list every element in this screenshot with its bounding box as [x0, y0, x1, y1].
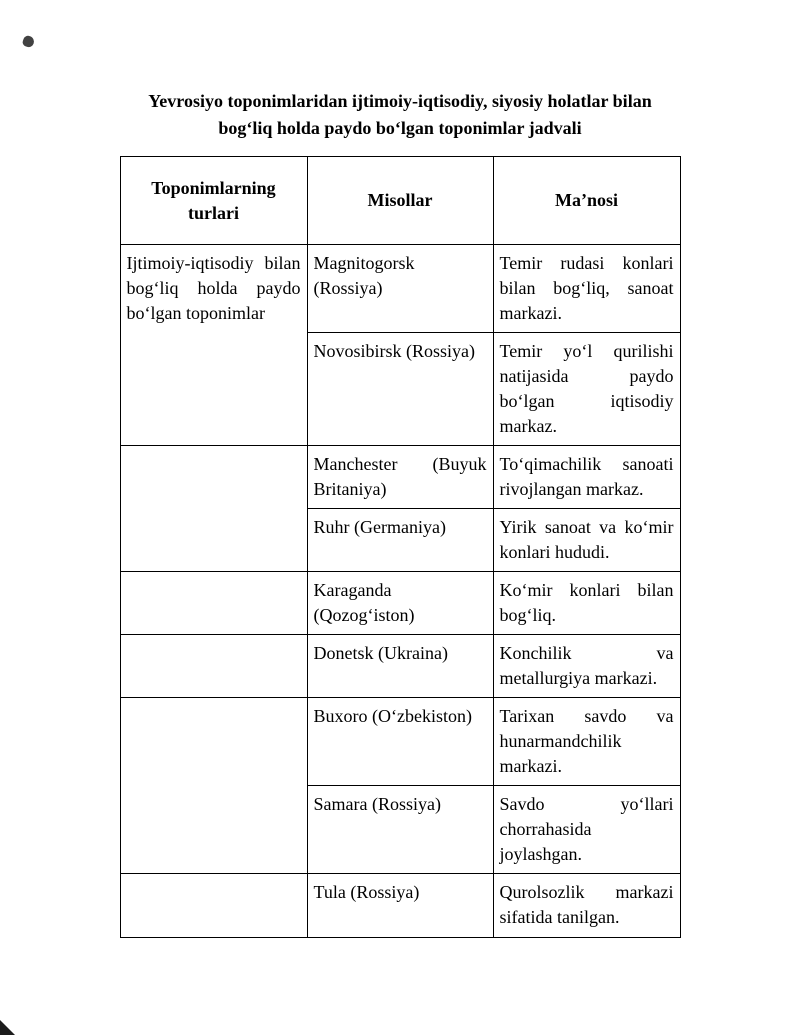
empty-category-cell	[120, 572, 307, 635]
document-title: Yevrosiyo toponimlaridan ijtimoiy-iqtisodiy, siyosiy holatlar bilan bog‘liq holda paydo bo‘lgan toponimlar jadvali	[148, 91, 652, 138]
header-meaning: Ma’nosi	[493, 157, 680, 245]
meaning-cell-tula: Qurolsozlik markazi sifatida tanilgan.	[493, 874, 680, 938]
header-examples: Misollar	[307, 157, 493, 245]
table-row	[120, 698, 680, 786]
example-cell-tula: Tula (Rossiya)	[307, 874, 493, 938]
toponyms-table	[120, 156, 681, 938]
example-cell-novosibirsk: Novosibirsk (Rossiya)	[307, 333, 493, 446]
meaning-cell-samara: Savdo yo‘llari chorrahasida joylashgan.	[493, 786, 680, 874]
meaning-cell-karaganda: Ko‘mir konlari bilan bog‘liq.	[493, 572, 680, 635]
meaning-cell-magnitogorsk: Temir rudasi konlari bilan bog‘liq, sanoat markazi.	[493, 245, 680, 333]
meaning-cell-manchester: To‘qimachilik sanoati rivojlangan markaz.	[493, 446, 680, 509]
empty-category-cell	[120, 446, 307, 572]
meaning-cell-ruhr: Yirik sanoat va ko‘mir konlari hududi.	[493, 509, 680, 572]
example-cell-buxoro: Buxoro (O‘zbekiston)	[307, 698, 493, 786]
table-row	[120, 635, 680, 698]
category-cell: Ijtimoiy-iqtisodiy bilan bog‘liq holda paydo bo‘lgan toponimlar	[120, 245, 307, 446]
empty-category-cell	[120, 874, 307, 938]
scan-artifact-corner	[0, 1020, 15, 1035]
example-cell-ruhr: Ruhr (Germaniya)	[307, 509, 493, 572]
meaning-cell-novosibirsk: Temir yo‘l qurilishi natijasida paydo bo‘lgan iqtisodiy markaz.	[493, 333, 680, 446]
empty-category-cell	[120, 698, 307, 874]
table-header-row	[120, 157, 680, 245]
table-row	[120, 446, 680, 509]
table-row	[120, 572, 680, 635]
example-cell-karaganda: Karaganda (Qozog‘iston)	[307, 572, 493, 635]
example-cell-samara: Samara (Rossiya)	[307, 786, 493, 874]
table-row	[120, 874, 680, 938]
empty-category-cell	[120, 635, 307, 698]
header-toponim-types: Toponimlarning turlari	[120, 157, 307, 245]
table-row	[120, 245, 680, 333]
example-cell-manchester: Manchester (Buyuk Britaniya)	[307, 446, 493, 509]
example-cell-magnitogorsk: Magnitogorsk (Rossiya)	[307, 245, 493, 333]
example-cell-donetsk: Donetsk (Ukraina)	[307, 635, 493, 698]
meaning-cell-buxoro: Tarixan savdo va hunarmandchilik markazi.	[493, 698, 680, 786]
meaning-cell-donetsk: Konchilik va metallurgiya markazi.	[493, 635, 680, 698]
